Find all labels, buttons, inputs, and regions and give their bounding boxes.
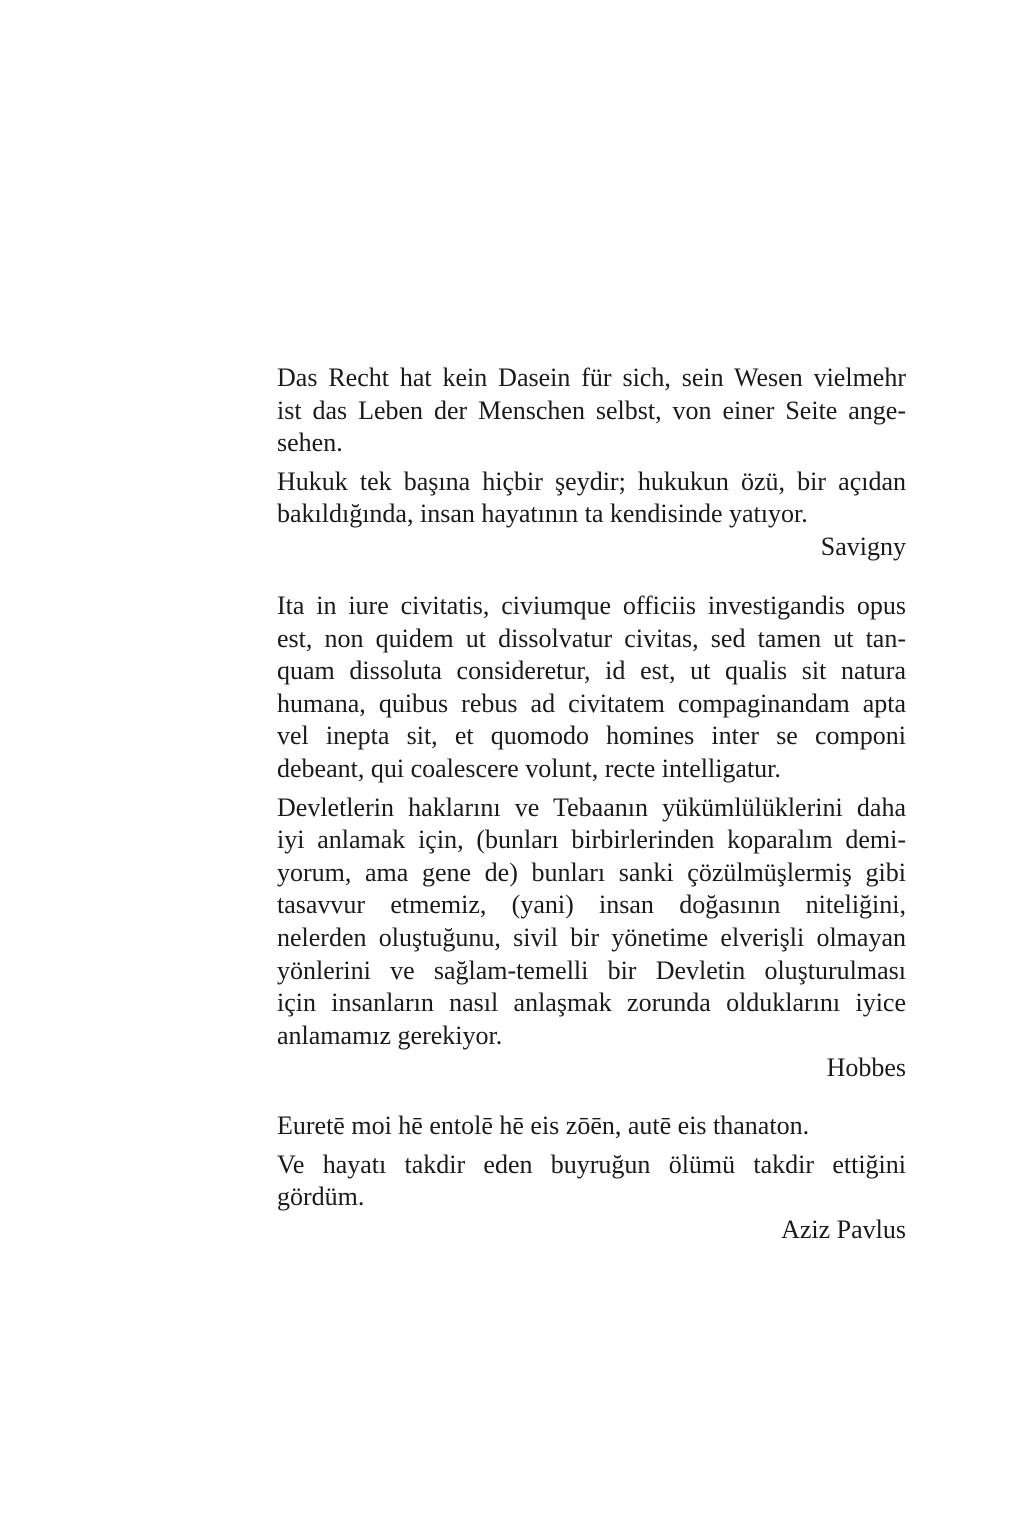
original-line: sehen. — [277, 428, 343, 458]
original-line: est, non quidem ut dissolvatur civitas, sed tamen ut tan- — [277, 623, 906, 653]
original-line: debeant, qui coalescere volunt, recte intelligatur. — [277, 753, 781, 783]
translation-line: iyi anlamak için, (bunları birbirlerinden koparalım demi- — [277, 825, 906, 855]
original-line: quam dissoluta consideretur, id est, ut qualis sit natura — [277, 656, 906, 686]
original-line: humana, quibus rebus ad civitatem compaginandam apta — [277, 688, 906, 718]
original-line: Euretē moi hē entolē hē eis zōēn, autē eis thanaton. — [277, 1111, 810, 1140]
epigraph-savigny — [277, 362, 906, 564]
translation-line: anlamamız gerekiyor. — [277, 1020, 503, 1050]
translation-line: bakıldığında, insan hayatının ta kendisinde yatıyor. — [277, 499, 808, 529]
translation-line: tasavvur etmemiz, (yani) insan doğasının niteliğini, — [277, 890, 906, 920]
translation-line: Devletlerin haklarını ve Tebaanın yükümlülüklerini daha — [277, 792, 906, 822]
translation-line: gördüm. — [277, 1182, 365, 1212]
translation-line: yönlerini ve sağlam-temelli bir Devletin oluşturulması — [277, 955, 906, 985]
translation-line: yorum, ama gene de) bunları sanki çözülmüşlermiş gibi — [277, 857, 906, 887]
original-line: Ita in iure civitatis, civiumque officiis investigandis opus — [277, 591, 906, 620]
original-line: Das Recht hat kein Dasein für sich, sein Wesen vielmehr — [277, 363, 906, 392]
author-name: Aziz Pavlus — [781, 1214, 906, 1244]
author-name: Savigny — [820, 531, 906, 561]
original-line: ist das Leben der Menschen selbst, von einer Seite ange- — [277, 395, 906, 425]
translation-line: Hukuk tek başına hiçbir şeydir; hukukun özü, bir açıdan — [277, 466, 906, 496]
epigraph-hobbes — [277, 590, 906, 1085]
original-line: vel inepta sit, et quomodo homines inter se componi — [277, 721, 906, 751]
translation-line: için insanların nasıl anlaşmak zorunda olduklarını iyice — [277, 988, 906, 1018]
epigraph-pavlus — [277, 1110, 906, 1246]
translation-line: Ve hayatı takdir eden buyruğun ölümü takdir ettiğini — [277, 1149, 906, 1179]
translation-line: nelerden oluştuğunu, sivil bir yönetime elverişli olmayan — [277, 922, 906, 952]
author-name: Hobbes — [826, 1053, 906, 1083]
